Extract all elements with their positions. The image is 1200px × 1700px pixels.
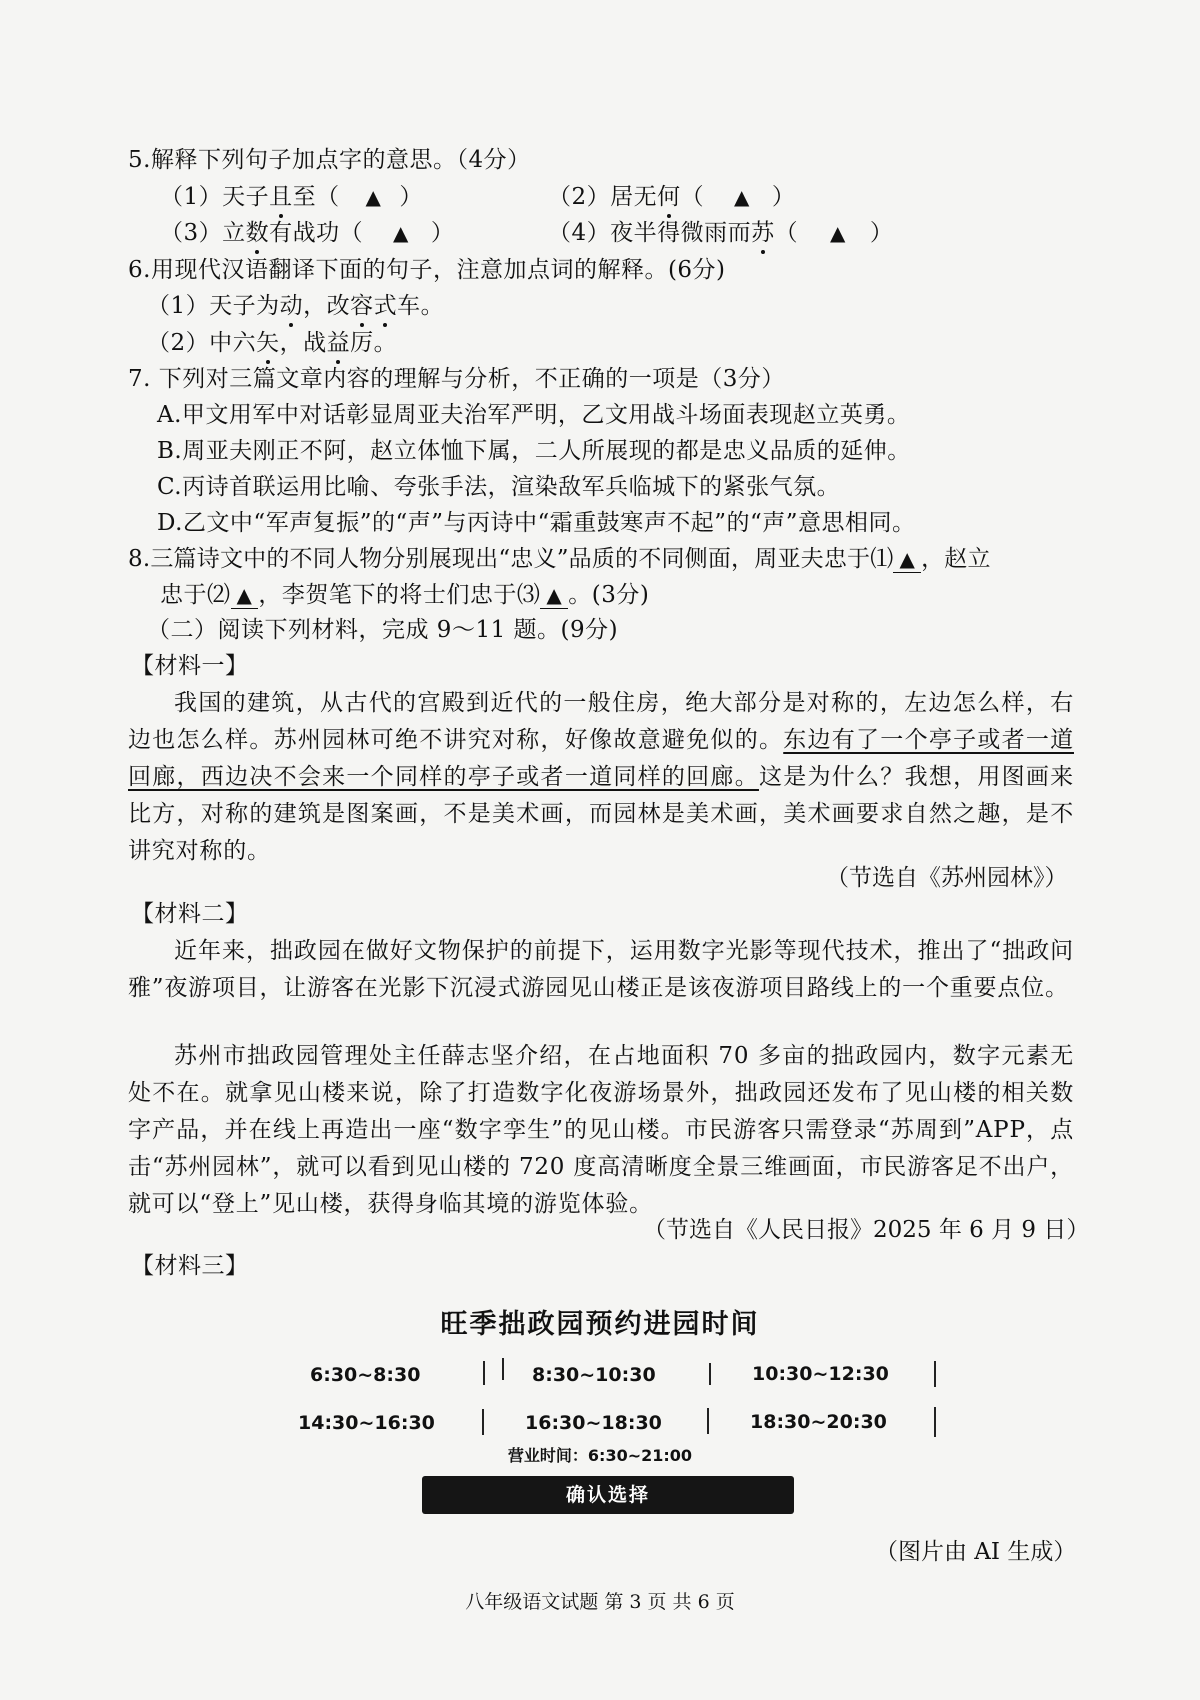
q7-option-c: C.丙诗首联运用比喻、夸张手法，渲染敌军兵临城下的紧张气氛。 bbox=[157, 474, 841, 500]
answer-triangle: ▲ bbox=[236, 583, 253, 607]
material-2-heading: 【材料二】 bbox=[131, 901, 249, 927]
q5-item-2: （2）居无何（ ▲ ） bbox=[548, 181, 795, 213]
answer-triangle: ▲ bbox=[365, 185, 382, 209]
q7-option-a: A.甲文用军中对话彰显周亚夫治军严明，乙文用战斗场面表现赵立英勇。 bbox=[157, 402, 911, 428]
time-slot-5[interactable]: 16:30~18:30 bbox=[525, 1412, 662, 1434]
q8-line-1: 8.三篇诗文中的不同人物分别展现出“忠义”品质的不同侧面，周亚夫忠于⑴ ▲ ，赵立 bbox=[128, 546, 991, 572]
answer-blank-3 bbox=[540, 582, 568, 609]
slot-divider bbox=[502, 1358, 504, 1380]
time-slot-2[interactable]: 8:30~10:30 bbox=[532, 1364, 656, 1386]
time-slot-1[interactable]: 6:30~8:30 bbox=[310, 1364, 421, 1386]
material-3-heading: 【材料三】 bbox=[131, 1253, 249, 1279]
time-slot-3[interactable]: 10:30~12:30 bbox=[752, 1363, 889, 1385]
page-footer: 八年级语文试题 第 3 页 共 6 页 bbox=[465, 1591, 735, 1613]
slot-divider bbox=[709, 1363, 711, 1385]
material-2-source: （节选自《人民日报》2025 年 6 月 9 日） bbox=[643, 1217, 1090, 1243]
image-credit: （图片由 AI 生成） bbox=[875, 1539, 1077, 1565]
q5-item-1: （1）天子且至（ ▲ ） bbox=[160, 181, 423, 213]
q5-item-3: （3）立数有战功（ ▲ ） bbox=[160, 217, 454, 249]
answer-triangle: ▲ bbox=[392, 221, 409, 245]
time-slot-6[interactable]: 18:30~20:30 bbox=[750, 1411, 887, 1433]
material-2-paragraph-1: 近年来，拙政园在做好文物保护的前提下，运用数字光影等现代技术，推出了“拙政问雅”夜游项目，让游客在光影下沉浸式游园见山楼正是该夜游项目路线上的一个重要点位。 bbox=[128, 938, 1074, 1001]
underlined-sentence: 东边有了一个亭子或者一道回廊，西边决不会来一个同样的亭子或者一道同样的回廊。 bbox=[128, 727, 1074, 790]
slot-divider bbox=[707, 1408, 709, 1434]
answer-blank-2 bbox=[231, 582, 259, 609]
answer-triangle: ▲ bbox=[829, 221, 846, 245]
schedule-title: 旺季拙政园预约进园时间 bbox=[440, 1309, 760, 1340]
q6-stem: 6.用现代汉语翻译下面的句子，注意加点词的解释。(6分) bbox=[128, 257, 726, 283]
section-2-heading: （二）阅读下列材料，完成 9～11 题。(9分) bbox=[147, 617, 619, 643]
q7-stem: 7. 下列对三篇文章内容的理解与分析，不正确的一项是（3分） bbox=[128, 366, 785, 392]
q7-option-b: B.周亚夫刚正不阿，赵立体恤下属，二人所展现的都是忠义品质的延伸。 bbox=[157, 438, 911, 464]
q8-line-2: 忠于⑵ ▲ ，李贺笔下的将士们忠于⑶ ▲ 。(3分) bbox=[160, 582, 650, 608]
material-1-heading: 【材料一】 bbox=[131, 653, 249, 679]
material-1-source: （节选自《苏州园林》） bbox=[826, 865, 1068, 891]
q5-stem: 5.解释下列句子加点字的意思。（4分） bbox=[128, 147, 531, 173]
q6-sentence-2: （2）中六矢，战益厉。 bbox=[147, 327, 397, 359]
confirm-button[interactable]: 确认选择 bbox=[422, 1476, 794, 1514]
business-hours: 营业时间：6:30~21:00 bbox=[507, 1446, 693, 1465]
material-2-paragraph-2: 苏州市拙政园管理处主任薛志坚介绍，在占地面积 70 多亩的拙政园内，数字元素无处不在。就拿见山楼来说，除了打造数字化夜游场景外，拙政园还发布了见山楼的相关数字产品，并在线上再造出一座“数字孪生”的见山楼。市民游客只需登录“苏周到”APP，点击“苏州园林”，就可以看到见山楼的 720 度高清晰度全景三维画面，市民游客足不出户，就可以“登上”见山楼，获得身临其境的游览体验。 bbox=[128, 1043, 1074, 1217]
slot-divider bbox=[934, 1361, 936, 1387]
answer-triangle: ▲ bbox=[546, 583, 563, 607]
material-1-paragraph: 我国的建筑，从古代的宫殿到近代的一般住房，绝大部分是对称的，左边怎么样，右边也怎么样。苏州园林可绝不讲究对称，好像故意避免似的。东边有了一个亭子或者一道回廊，西边决不会来一个同样的亭子或者一道同样的回廊。这是为什么？我想，用图画来比方，对称的建筑是图案画，不是美术画，而园林是美术画，美术画要求自然之趣，是不讲究对称的。 bbox=[128, 690, 1074, 864]
answer-blank-1 bbox=[893, 546, 921, 573]
answer-triangle: ▲ bbox=[733, 185, 750, 209]
answer-triangle: ▲ bbox=[899, 547, 916, 571]
q6-sentence-1: （1）天子为动，改容式车。 bbox=[147, 290, 444, 322]
q5-item-4: （4）夜半得微雨而苏（ ▲ ） bbox=[548, 217, 893, 249]
slot-divider bbox=[934, 1407, 936, 1437]
slot-divider bbox=[482, 1409, 484, 1435]
slot-divider bbox=[483, 1361, 485, 1385]
time-slot-4[interactable]: 14:30~16:30 bbox=[298, 1412, 435, 1434]
q7-option-d: D.乙文中“军声复振”的“声”与丙诗中“霜重鼓寒声不起”的“声”意思相同。 bbox=[157, 510, 916, 536]
